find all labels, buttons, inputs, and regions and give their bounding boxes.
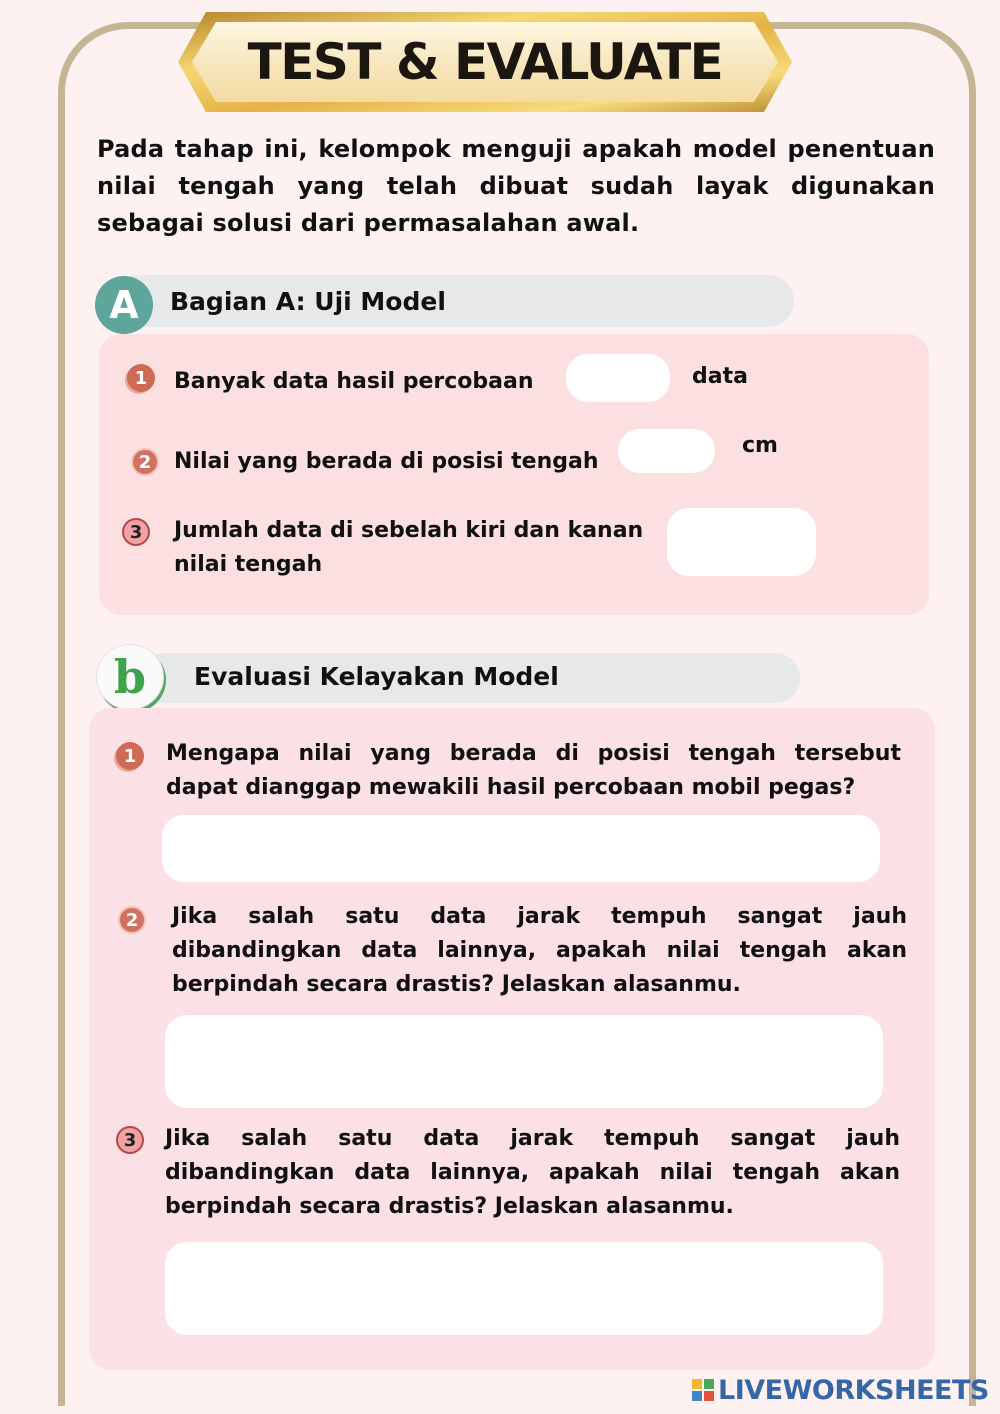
section-a-title: Bagian A: Uji Model [170, 287, 446, 316]
liveworksheets-logo[interactable] [692, 1374, 989, 1406]
item-b3-number: 3 [116, 1126, 144, 1154]
item-a3-answer-field[interactable] [667, 508, 816, 576]
item-a1-text: Banyak data hasil percobaan [174, 369, 534, 394]
section-b-title: Evaluasi Kelayakan Model [194, 662, 559, 691]
item-a2-unit: cm [742, 433, 778, 458]
item-b3-answer-field[interactable] [165, 1242, 883, 1335]
item-a3-number: 3 [122, 518, 150, 546]
item-b2-answer-field[interactable] [165, 1015, 883, 1108]
section-a-badge: A [95, 276, 153, 334]
item-b2-number: 2 [118, 906, 146, 934]
item-b1-text: Mengapa nilai yang berada di posisi tengah tersebut dapat dianggap mewakili hasil percobaan mobil pegas? [166, 741, 901, 800]
banner-title: TEST & EVALUATE [247, 33, 723, 91]
liveworksheets-brand-text: LIVEWORKSHEETS [718, 1374, 989, 1406]
item-a1-answer-field[interactable] [566, 354, 670, 402]
item-b3-text: Jika salah satu data jarak tempuh sangat jauh dibandingkan data lainnya, apakah nilai tengah akan berpindah secara drastis? Jelaskan alasanmu. [165, 1126, 900, 1219]
item-b1-number: 1 [116, 742, 144, 770]
item-b2-text: Jika salah satu data jarak tempuh sangat jauh dibandingkan data lainnya, apakah nilai tengah akan berpindah secara drastis? Jelaskan alasanmu. [172, 904, 907, 997]
item-a3-text-line1: Jumlah data di sebelah kiri dan kanan [174, 518, 644, 543]
item-a2-answer-field[interactable] [618, 429, 715, 473]
item-a1-number: 1 [127, 364, 155, 392]
title-banner [176, 10, 794, 114]
item-a3-text [174, 514, 643, 582]
liveworksheets-mark-icon [692, 1379, 714, 1401]
item-a2-number: 2 [131, 448, 159, 476]
item-a1-unit: data [692, 364, 748, 389]
item-a2-text: Nilai yang berada di posisi tengah [174, 449, 599, 474]
item-b1-answer-field[interactable] [162, 815, 880, 882]
section-b-badge: b [96, 644, 164, 710]
intro-paragraph: Pada tahap ini, kelompok menguji apakah model penentuan nilai tengah yang telah dibuat sudah layak digunakan sebagai solusi dari permasalahan awal. [97, 135, 935, 237]
item-a3-text-line2: nilai tengah [174, 552, 323, 577]
